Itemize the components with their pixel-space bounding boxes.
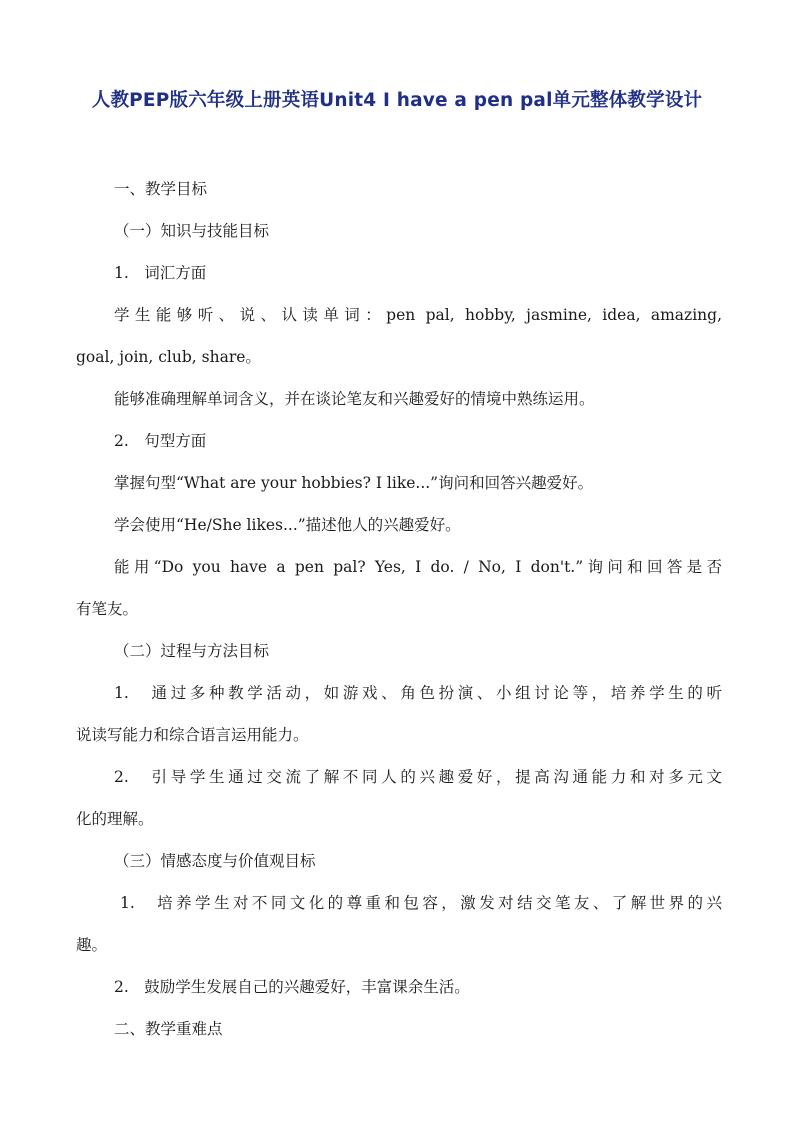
paragraph-line: goal, join, club, share。 — [76, 348, 261, 366]
subsection-heading: （一）知识与技能目标 — [114, 222, 270, 240]
paragraph-line: 能够准确理解单词含义，并在谈论笔友和兴趣爱好的情境中熟练运用。 — [114, 390, 595, 408]
item-heading: 1. 词汇方面 — [114, 264, 207, 282]
paragraph-line: 掌握句型“What are your hobbies? I like...”询问和回答兴趣爱好。 — [114, 474, 594, 492]
subsection-heading: （二）过程与方法目标 — [114, 642, 270, 660]
paragraph-line: 学生能够听、说、认读单词：pen pal, hobby, jasmine, idea, amazing, — [114, 306, 722, 324]
paragraph-line: 化的理解。 — [76, 810, 154, 828]
paragraph-line: 学会使用“He/She likes...”描述他人的兴趣爱好。 — [114, 516, 461, 534]
document-title: 人教PEP版六年级上册英语Unit4 I have a pen pal单元整体教学设计 — [91, 90, 703, 111]
paragraph-line: 2. 鼓励学生发展自己的兴趣爱好，丰富课余生活。 — [114, 978, 470, 996]
section-heading: 一、教学目标 — [114, 180, 208, 198]
paragraph-line: 1. 通过多种教学活动，如游戏、角色扮演、小组讨论等，培养学生的听 — [114, 684, 722, 702]
item-heading: 2. 句型方面 — [114, 432, 207, 450]
document-body — [76, 168, 722, 1050]
paragraph-line: 趣。 — [76, 936, 108, 954]
paragraph-line: 1. 培养学生对不同文化的尊重和包容，激发对结交笔友、了解世界的兴 — [120, 894, 722, 912]
paragraph-line: 能用“Do you have a pen pal? Yes, I do. / No, I don't.”询问和回答是否 — [114, 558, 722, 576]
section-heading: 二、教学重难点 — [114, 1020, 223, 1038]
paragraph-line: 说读写能力和综合语言运用能力。 — [76, 726, 309, 744]
paragraph-line: 2. 引导学生通过交流了解不同人的兴趣爱好，提高沟通能力和对多元文 — [114, 768, 722, 786]
paragraph-line: 有笔友。 — [76, 600, 139, 618]
subsection-heading: （三）情感态度与价值观目标 — [114, 852, 316, 870]
